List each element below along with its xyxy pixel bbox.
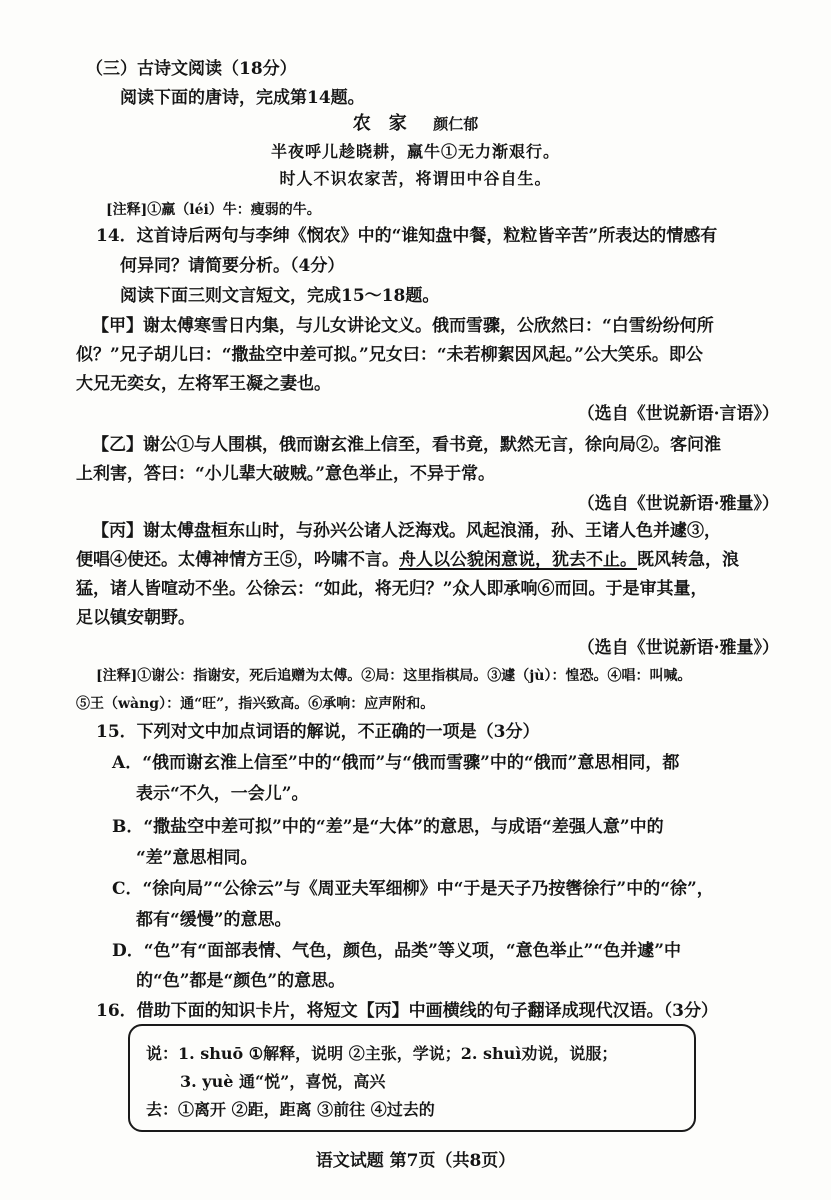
knowledge-card — [128, 1024, 696, 1132]
q16-stem: 16．借助下面的知识卡片，将短文【丙】中画横线的句子翻译成现代汉语。（3分） — [96, 1001, 718, 1021]
q15-option-d-2: 的“色”都是“颜色”的意思。 — [136, 971, 346, 991]
bing-line-2-start: 便唱④使还。太傅神情方王⑤，吟啸不言。 — [76, 550, 399, 570]
poem-intro: 阅读下面的唐诗，完成第14题。 — [120, 88, 365, 108]
q15-stem: 15．下列对文中加点词语的解说，不正确的一项是（3分） — [96, 722, 540, 742]
q15-option-b-2: “差”意思相同。 — [136, 848, 258, 868]
bing-source: （选自《世说新语·雅量》） — [577, 638, 779, 658]
bing-line-2 — [76, 548, 739, 572]
bing-line-1: 【丙】谢太傅盘桓东山时，与孙兴公诸人泛海戏。风起浪涌，孙、王诸人色并遽③， — [92, 521, 721, 541]
q15-option-b-1: B．“撒盐空中差可拟”中的“差”是“大体”的意思，与成语“差强人意”中的 — [112, 817, 664, 837]
poem-heading — [0, 112, 831, 136]
jia-line-2: 似？”兄子胡儿曰：“撒盐空中差可拟。”兄女曰：“未若柳絮因风起。”公大笑乐。即公 — [76, 345, 703, 365]
q14-line-1: 14．这首诗后两句与李绅《悯农》中的“谁知盘中餐，粒粒皆辛苦”所表达的情感有 — [96, 226, 718, 246]
poem-note: [注释]①羸（léi）牛：瘦弱的牛。 — [106, 202, 321, 218]
notes-line-2: ⑤王（wàng）：通“旺”，指兴致高。⑥承响：应声附和。 — [76, 696, 435, 712]
q15-option-c-2: 都有“缓慢”的意思。 — [136, 910, 292, 930]
yi-line-2: 上利害，答曰：“小儿辈大破贼。”意色举止，不异于常。 — [76, 464, 496, 484]
yi-source: （选自《世说新语·雅量》） — [577, 494, 779, 514]
poem-line-2: 时人不识农家苦，将谓田中谷自生。 — [279, 169, 552, 188]
q15-option-c-1: C．“徐向局”“公徐云”与《周亚夫军细柳》中“于是天子乃按辔徐行”中的“徐”， — [112, 879, 714, 899]
jia-source: （选自《世说新语·言语》） — [577, 404, 779, 424]
bing-line-3: 猛，诸人皆喧动不坐。公徐云：“如此，将无归？”众人即承响⑥而回。于是审其量， — [76, 579, 708, 599]
jia-line-1: 【甲】谢太傅寒雪日内集，与儿女讲论文义。俄而雪骤，公欣然曰：“白雪纷纷何所 — [92, 316, 714, 336]
yi-line-1: 【乙】谢公①与人围棋，俄而谢玄淮上信至，看书竟，默然无言，徐向局②。客问淮 — [92, 435, 721, 455]
q14-line-2: 何异同？请简要分析。（4分） — [120, 256, 345, 276]
card-line-1: 说：1. shuō ①解释，说明 ②主张，学说；2. shuì劝说，说服； — [146, 1044, 618, 1063]
underlined-sentence: 舟人以公貌闲意说，犹去不止。 — [399, 550, 637, 570]
card-line-2: 3. yuè 通“悦”，喜悦，高兴 — [180, 1072, 386, 1091]
section-title: （三）古诗文阅读（18分） — [86, 59, 297, 79]
poem-title: 农 家 — [352, 113, 407, 134]
poem-author: 颜仁郁 — [433, 115, 479, 133]
prose-intro: 阅读下面三则文言短文，完成15～18题。 — [120, 286, 440, 306]
q15-option-a-1: A．“俄而谢玄淮上信至”中的“俄而”与“俄而雪骤”中的“俄而”意思相同，都 — [112, 753, 680, 773]
q15-option-d-1: D．“色”有“面部表情、气色，颜色，品类”等义项，“意色举止”“色并遽”中 — [112, 941, 681, 961]
jia-line-3: 大兄无奕女，左将军王凝之妻也。 — [76, 374, 331, 394]
notes-line-1: [注释]①谢公：指谢安，死后追赠为太傅。②局：这里指棋局。③遽（jù）：惶恐。④唱：叫喊。 — [96, 668, 692, 684]
bing-line-4: 足以镇安朝野。 — [76, 608, 195, 628]
bing-line-2-end: 既风转急，浪 — [637, 550, 739, 570]
card-line-3: 去：①离开 ②距，距离 ③前往 ④过去的 — [146, 1100, 435, 1119]
poem-line-1: 半夜呼儿趁晓耕，羸牛①无力渐艰行。 — [270, 142, 560, 161]
q15-option-a-2: 表示“不久，一会儿”。 — [136, 784, 309, 804]
page-footer: 语文试题 第7页（共8页） — [315, 1151, 516, 1171]
